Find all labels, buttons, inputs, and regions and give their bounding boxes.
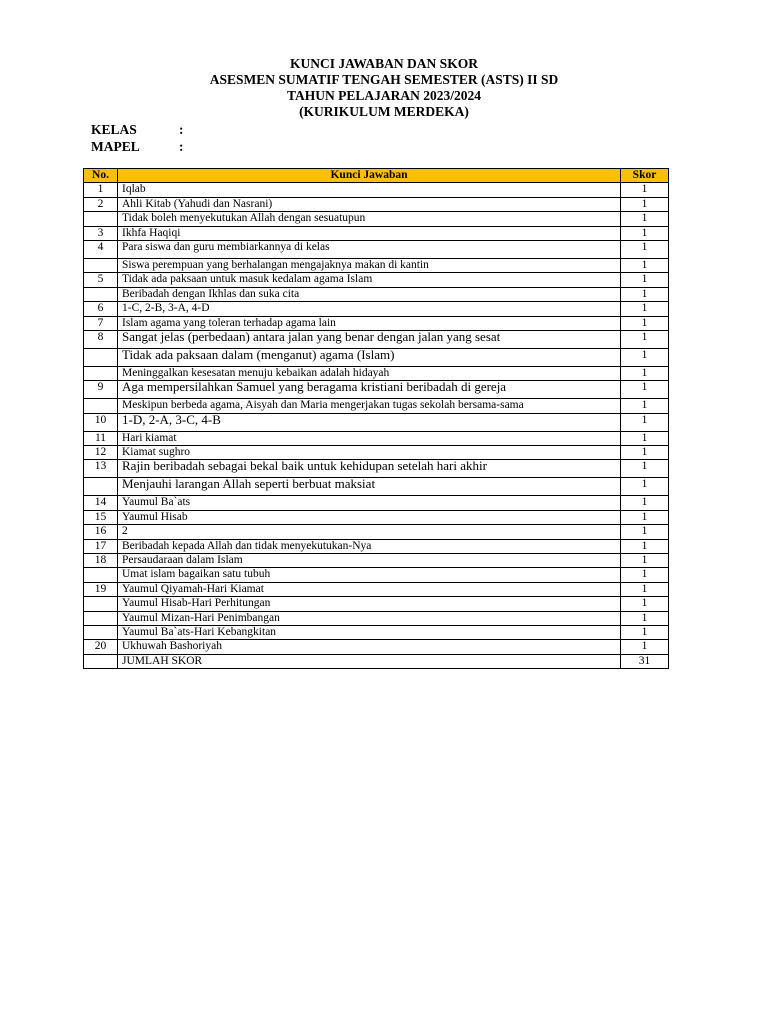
kelas-colon: : [179, 122, 184, 137]
row-answer: Umat islam bagaikan satu tubuh [118, 568, 621, 582]
row-answer: Meskipun berbeda agama, Aisyah dan Maria mengerjakan tugas sekolah bersama-sama [118, 399, 621, 413]
row-score: 1 [621, 183, 669, 197]
row-answer: Tidak boleh menyekutukan Allah dengan sesuatupun [118, 212, 621, 226]
table-row [84, 640, 669, 654]
row-answer: Yaumul Ba`ats-Hari Kebangkitan [118, 625, 621, 639]
row-score: 1 [621, 611, 669, 625]
table-row [84, 568, 669, 582]
row-answer: Beribadah dengan Ikhlas dan suka cita [118, 287, 621, 301]
row-score: 1 [621, 413, 669, 431]
meta-fields [91, 121, 191, 155]
table-row [84, 525, 669, 539]
row-score: 1 [621, 597, 669, 611]
table-row [84, 539, 669, 553]
row-answer: Aga mempersilahkan Samuel yang beragama kristiani beribadah di gereja [118, 381, 621, 399]
row-number: 15 [84, 510, 118, 524]
row-answer: Kiamat sughro [118, 446, 621, 460]
table-row [84, 399, 669, 413]
row-answer: Yaumul Qiyamah-Hari Kiamat [118, 582, 621, 596]
column-header-no: No. [84, 169, 118, 183]
total-number [84, 654, 118, 668]
table-row [84, 197, 669, 211]
table-row [84, 273, 669, 287]
row-answer: Menjauhi larangan Allah seperti berbuat maksiat [118, 478, 621, 496]
table-row [84, 316, 669, 330]
table-row [84, 302, 669, 316]
row-answer: 2 [118, 525, 621, 539]
table-row [84, 510, 669, 524]
row-score: 1 [621, 226, 669, 240]
row-answer: Beribadah kepada Allah dan tidak menyekutukan-Nya [118, 539, 621, 553]
row-answer: Iqlab [118, 183, 621, 197]
row-number: 3 [84, 226, 118, 240]
row-score: 1 [621, 446, 669, 460]
row-answer: Ahli Kitab (Yahudi dan Nasrani) [118, 197, 621, 211]
row-number: 1 [84, 183, 118, 197]
row-answer: Para siswa dan guru membiarkannya di kelas [118, 240, 621, 258]
row-score: 1 [621, 460, 669, 478]
row-score: 1 [621, 287, 669, 301]
kelas-label: KELAS [91, 122, 137, 137]
table-row [84, 183, 669, 197]
column-header-score: Skor [621, 169, 669, 183]
table-header-row [84, 169, 669, 183]
table-row [84, 496, 669, 510]
row-answer: Yaumul Hisab-Hari Perhitungan [118, 597, 621, 611]
row-number: 19 [84, 582, 118, 596]
table-row [84, 431, 669, 445]
row-number [84, 597, 118, 611]
row-number: 2 [84, 197, 118, 211]
row-number [84, 399, 118, 413]
row-score: 1 [621, 510, 669, 524]
document-title: KUNCI JAWABAN DAN SKOR [290, 56, 478, 71]
row-number: 9 [84, 381, 118, 399]
row-score: 1 [621, 258, 669, 272]
row-number [84, 611, 118, 625]
row-number: 18 [84, 554, 118, 568]
table-row [84, 381, 669, 399]
row-answer: Ukhuwah Bashoriyah [118, 640, 621, 654]
row-number [84, 287, 118, 301]
mapel-row [91, 138, 191, 155]
table-row [84, 446, 669, 460]
row-score: 1 [621, 496, 669, 510]
row-number [84, 625, 118, 639]
row-score: 1 [621, 381, 669, 399]
row-number: 4 [84, 240, 118, 258]
row-answer: Tidak ada paksaan untuk masuk kedalam agama Islam [118, 273, 621, 287]
row-number: 13 [84, 460, 118, 478]
row-number: 7 [84, 316, 118, 330]
document-subtitle: ASESMEN SUMATIF TENGAH SEMESTER (ASTS) II SD [209, 72, 559, 87]
table-row [84, 348, 669, 366]
row-answer: Rajin beribadah sebagai bekal baik untuk kehidupan setelah hari akhir [118, 460, 621, 478]
row-number [84, 366, 118, 380]
row-answer: Siswa perempuan yang berhalangan mengajaknya makan di kantin [118, 258, 621, 272]
row-number [84, 212, 118, 226]
table-row [84, 625, 669, 639]
row-number: 11 [84, 431, 118, 445]
answer-key-table [83, 168, 669, 669]
table-row [84, 554, 669, 568]
table-row [84, 460, 669, 478]
row-answer: Yaumul Mizan-Hari Penimbangan [118, 611, 621, 625]
row-answer: Yaumul Hisab [118, 510, 621, 524]
academic-year: TAHUN PELAJARAN 2023/2024 [286, 88, 481, 103]
row-number: 20 [84, 640, 118, 654]
row-answer: Islam agama yang toleran terhadap agama lain [118, 316, 621, 330]
total-score: 31 [621, 654, 669, 668]
curriculum-label: (KURIKULUM MERDEKA) [299, 104, 469, 119]
row-answer: Ikhfa Haqiqi [118, 226, 621, 240]
row-number: 8 [84, 330, 118, 348]
row-number: 12 [84, 446, 118, 460]
row-answer: Tidak ada paksaan dalam (menganut) agama (Islam) [118, 348, 621, 366]
row-score: 1 [621, 212, 669, 226]
row-score: 1 [621, 568, 669, 582]
mapel-label: MAPEL [91, 139, 140, 154]
row-number: 6 [84, 302, 118, 316]
table-row [84, 413, 669, 431]
row-score: 1 [621, 625, 669, 639]
row-score: 1 [621, 366, 669, 380]
row-number [84, 568, 118, 582]
table-row [84, 240, 669, 258]
row-answer: Sangat jelas (perbedaan) antara jalan yang benar dengan jalan yang sesat [118, 330, 621, 348]
table-row [84, 258, 669, 272]
row-score: 1 [621, 240, 669, 258]
table-row [84, 287, 669, 301]
table-row [84, 366, 669, 380]
row-number [84, 348, 118, 366]
document-header [0, 56, 768, 120]
table-row [84, 611, 669, 625]
table-row [84, 478, 669, 496]
row-number: 17 [84, 539, 118, 553]
row-score: 1 [621, 582, 669, 596]
row-score: 1 [621, 554, 669, 568]
row-answer: Meninggalkan kesesatan menuju kebaikan adalah hidayah [118, 366, 621, 380]
table-row [84, 597, 669, 611]
table-row [84, 582, 669, 596]
table-row [84, 330, 669, 348]
row-number [84, 478, 118, 496]
row-number: 5 [84, 273, 118, 287]
kelas-row [91, 121, 191, 138]
column-header-answer: Kunci Jawaban [118, 169, 621, 183]
row-answer: Yaumul Ba`ats [118, 496, 621, 510]
row-score: 1 [621, 478, 669, 496]
row-score: 1 [621, 197, 669, 211]
row-number: 16 [84, 525, 118, 539]
row-score: 1 [621, 330, 669, 348]
row-score: 1 [621, 273, 669, 287]
table-row [84, 212, 669, 226]
row-number: 10 [84, 413, 118, 431]
table-row [84, 226, 669, 240]
row-score: 1 [621, 431, 669, 445]
row-score: 1 [621, 640, 669, 654]
row-score: 1 [621, 316, 669, 330]
row-score: 1 [621, 302, 669, 316]
row-score: 1 [621, 348, 669, 366]
row-score: 1 [621, 399, 669, 413]
row-answer: 1-D, 2-A, 3-C, 4-B [118, 413, 621, 431]
table-body [84, 183, 669, 669]
row-answer: Persaudaraan dalam Islam [118, 554, 621, 568]
row-number: 14 [84, 496, 118, 510]
row-score: 1 [621, 539, 669, 553]
row-number [84, 258, 118, 272]
row-answer: Hari kiamat [118, 431, 621, 445]
total-row [84, 654, 669, 668]
row-answer: 1-C, 2-B, 3-A, 4-D [118, 302, 621, 316]
row-score: 1 [621, 525, 669, 539]
mapel-colon: : [179, 139, 184, 154]
total-label: JUMLAH SKOR [118, 654, 621, 668]
